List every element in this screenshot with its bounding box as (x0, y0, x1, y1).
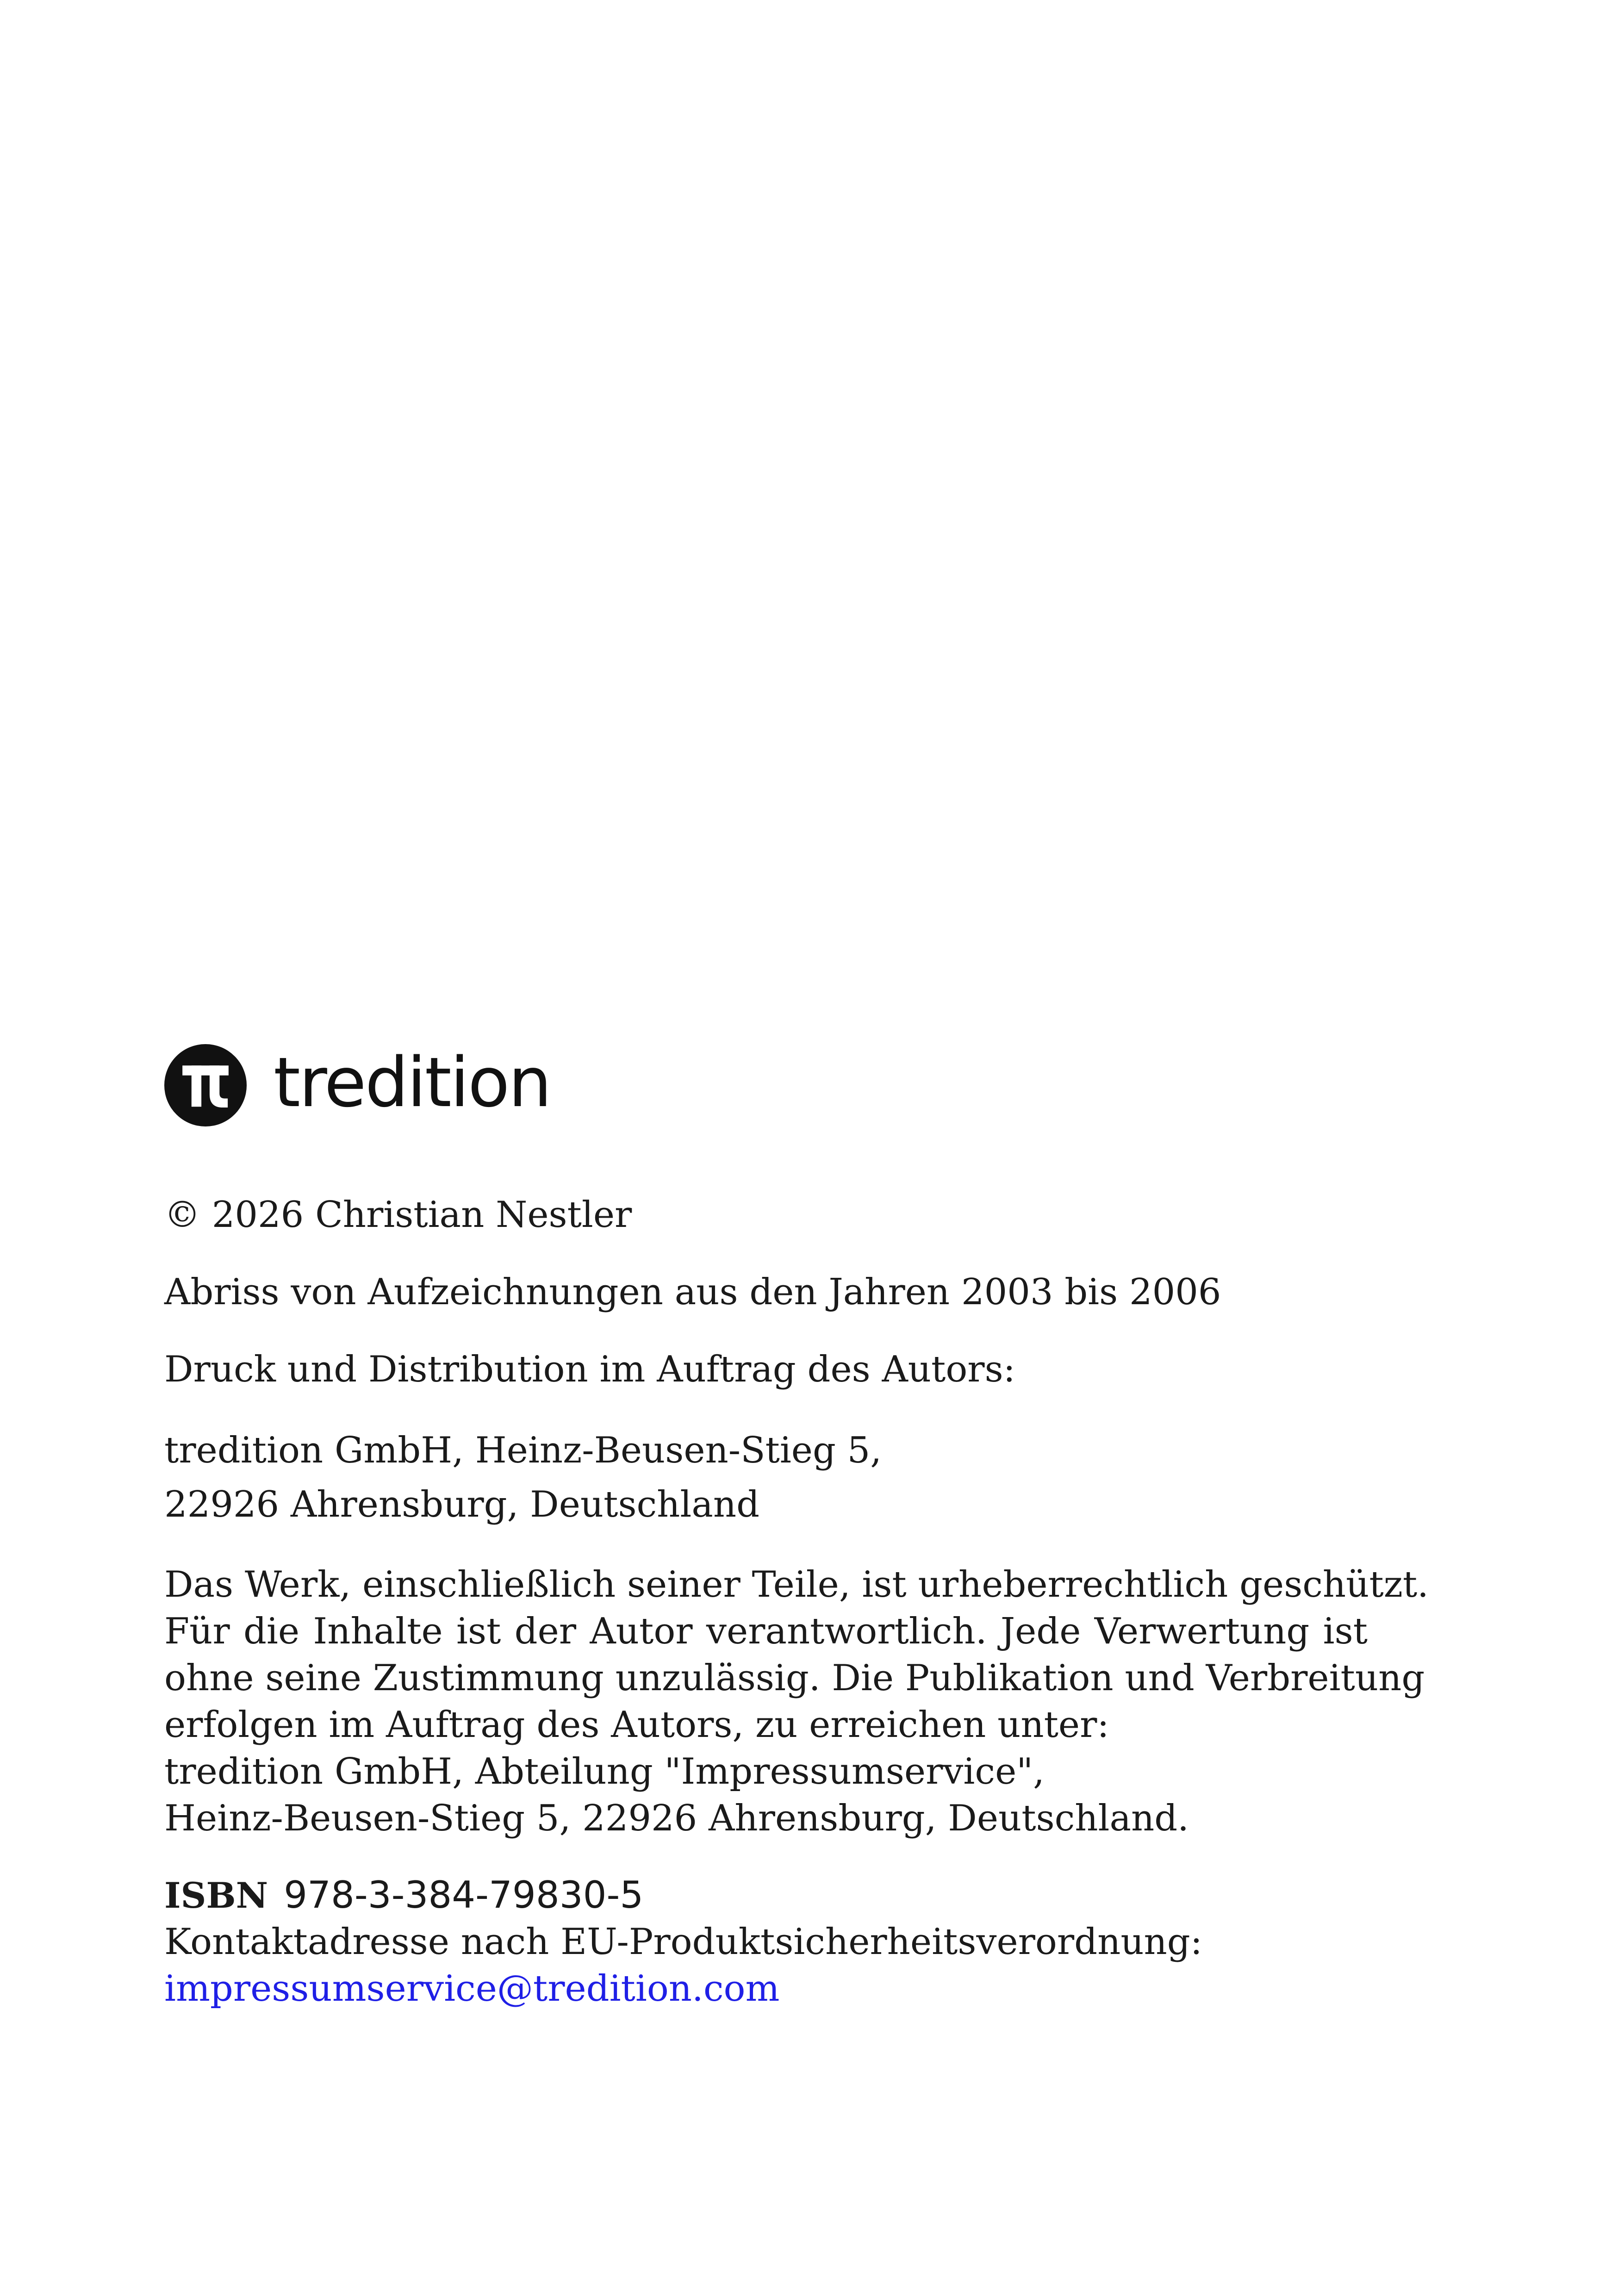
publisher-address (164, 1424, 1368, 1532)
isbn-row (164, 1872, 1368, 1919)
logo-wordmark: tredition (274, 1043, 551, 1122)
address-line-2: 22926 Ahrensburg, Deutschland (164, 1484, 760, 1525)
legal-notice (164, 1562, 1429, 1842)
isbn-label: ISBN (164, 1875, 268, 1916)
printing-note: Druck und Distribution im Auftrag des Autors: (164, 1349, 1015, 1390)
contact-email-link[interactable]: impressumservice@tredition.com (164, 1968, 780, 2010)
copyright-line: © 2026 Christian Nestler (164, 1194, 632, 1236)
legal-notice-line-3: ohne seine Zustimmung unzulässig. Die Publikation und Verbreitung (164, 1657, 1425, 1699)
tredition-logo-icon (164, 1044, 247, 1126)
legal-notice-line-1: Das Werk, einschließlich seiner Teile, ist urheberrechtlich geschützt. (164, 1564, 1429, 1605)
address-line-1: tredition GmbH, Heinz-Beusen-Stieg 5, (164, 1430, 882, 1471)
imprint-block (164, 1192, 1429, 2012)
legal-notice-line-2: Für die Inhalte ist der Autor verantwortlich. Jede Verwertung ist (164, 1611, 1368, 1652)
legal-notice-line-6: Heinz-Beusen-Stieg 5, 22926 Ahrensburg, Deutschland. (164, 1798, 1189, 1839)
contact-label: Kontaktadresse nach EU-Produktsicherheitsverordnung: (164, 1921, 1202, 1963)
publisher-logo (164, 1044, 550, 1127)
legal-notice-line-5: tredition GmbH, Abteilung "Impressumservice", (164, 1751, 1045, 1792)
legal-notice-line-4: erfolgen im Auftrag des Autors, zu erreichen unter: (164, 1704, 1109, 1746)
subtitle-line: Abriss von Aufzeichnungen aus den Jahren 2003 bis 2006 (164, 1271, 1221, 1313)
isbn-value: 978-3-384-79830-5 (284, 1873, 644, 1916)
